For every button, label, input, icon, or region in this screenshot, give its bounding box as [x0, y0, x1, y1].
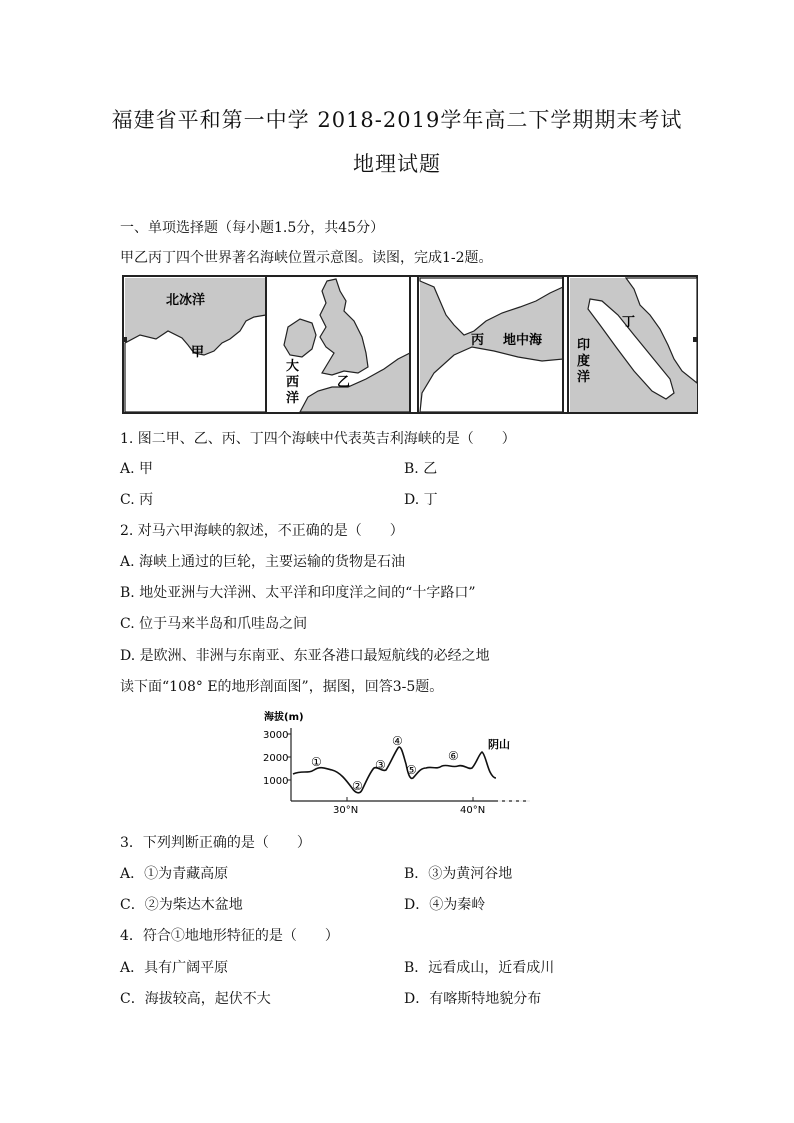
q4-option-c[interactable]: C．海拔较高，起伏不大	[120, 991, 271, 1007]
label-ding: 丁	[622, 315, 636, 330]
y-tick-3000: 3000	[263, 730, 289, 741]
label-bing: 丙	[471, 333, 485, 348]
profile-marker-1: ①	[311, 755, 322, 769]
page-subtitle: 地理试题	[353, 152, 441, 176]
map-panel-ding	[570, 278, 697, 412]
q4-option-a[interactable]: A．具有广阔平原	[120, 960, 229, 976]
intro-profile: 读下面“108° E的地形剖面图”，据图，回答3-5题。	[120, 679, 444, 695]
label-arctic-ocean: 北冰洋	[166, 293, 206, 308]
label-atlantic-1: 大	[286, 359, 300, 374]
terrain-profile-figure	[262, 708, 537, 820]
q4-option-b[interactable]: B．远看成山，近看成川	[404, 960, 555, 976]
q2-option-c[interactable]: C. 位于马来半岛和爪哇岛之间	[120, 616, 308, 632]
intro-maps: 甲乙丙丁四个世界著名海峡位置示意图。读图，完成1-2题。	[120, 250, 493, 266]
q2-option-b[interactable]: B. 地处亚洲与大洋洲、太平洋和印度洋之间的“十字路口”	[120, 585, 476, 601]
q2-option-a[interactable]: A. 海峡上通过的巨轮，主要运输的货物是石油	[120, 554, 406, 570]
terrain-profile-line	[293, 747, 496, 793]
map-panel-yi	[268, 278, 410, 412]
q1-option-b[interactable]: B. 乙	[404, 461, 438, 477]
label-yinshan: 阴山	[488, 738, 510, 751]
map-panel-jia	[125, 278, 266, 412]
profile-marker-4: ④	[392, 734, 403, 748]
label-atlantic-2: 西	[286, 375, 300, 390]
label-jia: 甲	[191, 345, 205, 360]
q1-stem: 1. 图二甲、乙、丙、丁四个海峡中代表英吉利海峡的是（ ）	[120, 431, 516, 447]
q3-option-d[interactable]: D．④为秦岭	[404, 897, 486, 913]
q1-option-a[interactable]: A. 甲	[120, 461, 154, 477]
q3-option-c[interactable]: C．②为柴达木盆地	[120, 897, 243, 913]
x-tick-40n: 40°N	[460, 805, 486, 816]
profile-marker-2: ②	[352, 779, 363, 793]
q2-stem: 2. 对马六甲海峡的叙述，不正确的是（ ）	[120, 523, 404, 539]
q3-option-b[interactable]: B．③为黄河谷地	[404, 866, 513, 882]
profile-marker-3: ③	[375, 758, 386, 772]
label-yi: 乙	[337, 375, 351, 390]
section-heading: 一、单项选择题（每小题1.5分，共45分）	[120, 220, 385, 236]
profile-y-label: 海拔(m)	[264, 712, 304, 723]
q1-option-d[interactable]: D. 丁	[404, 492, 438, 508]
page-title: 福建省平和第一中学 2018-2019学年高二下学期期末考试	[111, 108, 683, 132]
q3-option-a[interactable]: A．①为青藏高原	[120, 866, 229, 882]
label-indian-1: 印	[577, 338, 591, 353]
q4-option-d[interactable]: D．有喀斯特地貌分布	[404, 991, 542, 1007]
y-tick-1000: 1000	[263, 776, 289, 787]
q1-option-c[interactable]: C. 丙	[120, 492, 154, 508]
profile-marker-6: ⑥	[448, 749, 459, 763]
x-tick-30n: 30°N	[333, 805, 359, 816]
y-tick-2000: 2000	[263, 753, 289, 764]
q2-option-d[interactable]: D. 是欧洲、非洲与东南亚、东亚各港口最短航线的必经之地	[120, 648, 490, 664]
q4-stem: 4．符合①地地形特征的是（ ）	[120, 928, 339, 944]
label-mediterranean: 地中海	[503, 333, 543, 348]
label-atlantic-3: 洋	[286, 391, 300, 406]
profile-marker-5: ⑤	[406, 763, 417, 777]
label-indian-2: 度	[577, 354, 591, 369]
q3-stem: 3．下列判断正确的是（ ）	[120, 835, 311, 851]
label-indian-3: 洋	[577, 370, 591, 385]
map-panel-bing	[420, 278, 563, 412]
strait-maps-figure	[122, 275, 698, 415]
